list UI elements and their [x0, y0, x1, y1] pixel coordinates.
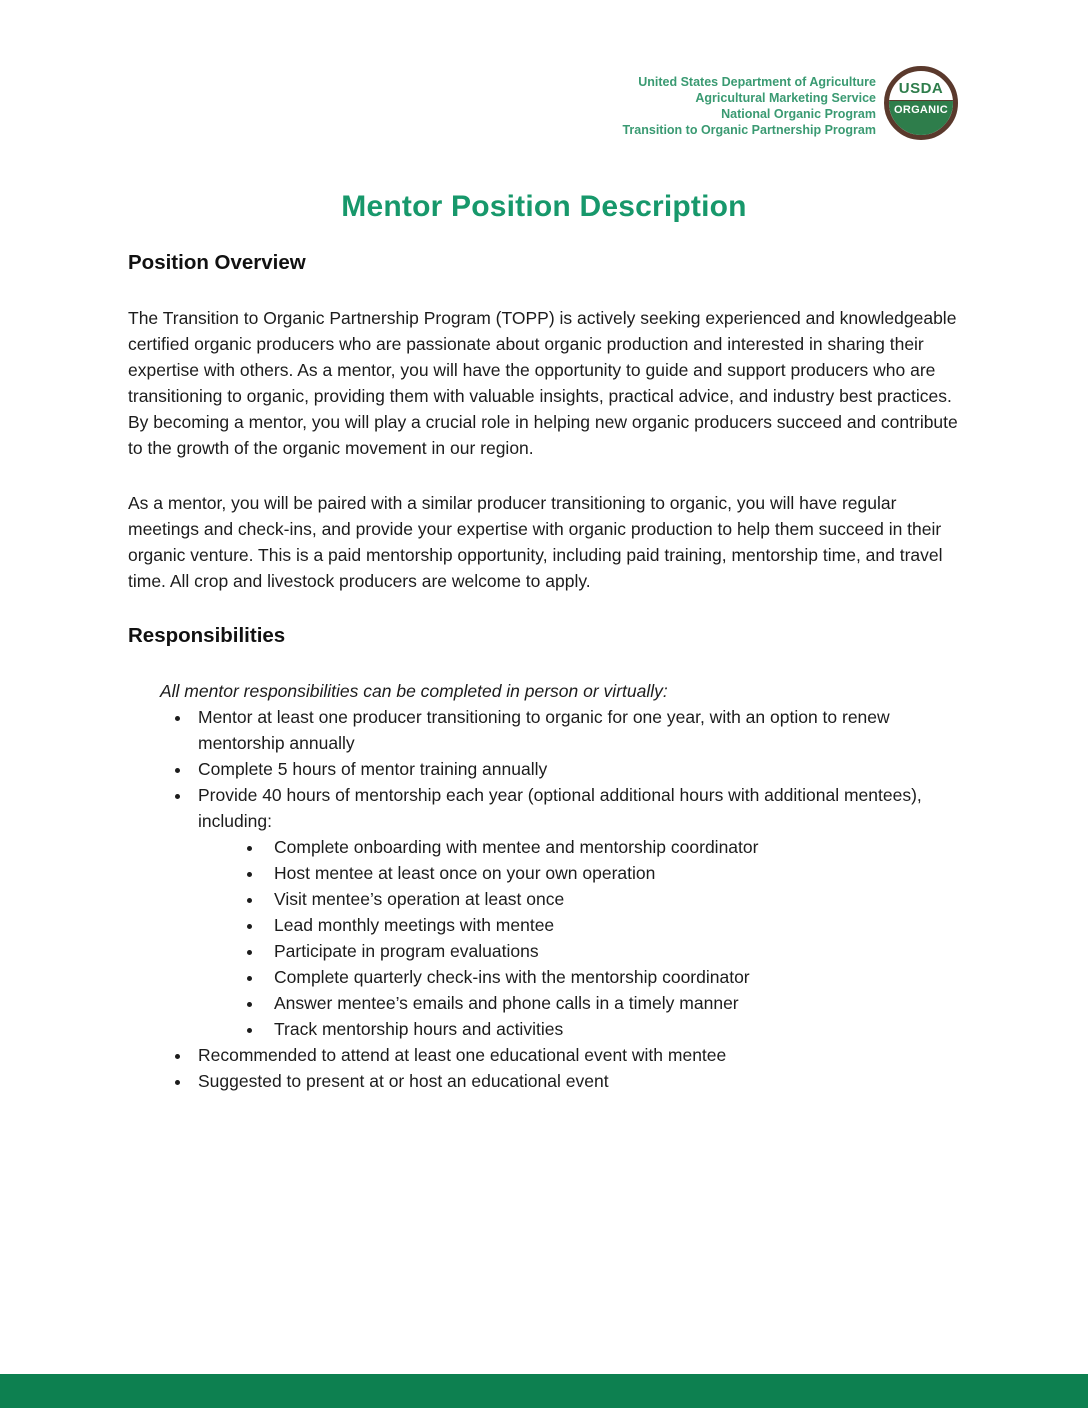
page-header — [622, 66, 958, 140]
bullet-item-text: Complete 5 hours of mentor training annually — [198, 759, 548, 779]
bullet-item-text: Suggested to present at or host an educational event — [198, 1071, 609, 1091]
sub-bullet-item — [264, 938, 961, 964]
sub-bullet-item-text: Complete quarterly check-ins with the mentorship coordinator — [274, 967, 750, 987]
bullet-item-text: Provide 40 hours of mentorship each year (optional additional hours with additional mentees), including: — [198, 785, 922, 831]
sub-bullet-item-text: Track mentorship hours and activities — [274, 1019, 564, 1039]
bullet-item — [192, 756, 961, 782]
sub-bullet-item-text: Visit mentee’s operation at least once — [274, 889, 565, 909]
usda-organic-seal-icon — [884, 66, 958, 140]
sub-bullet-item — [264, 964, 961, 990]
bullet-item — [192, 782, 961, 1042]
bullet-item — [192, 1042, 961, 1068]
sub-bullet-item — [264, 886, 961, 912]
section-heading-position-overview: Position Overview — [128, 251, 306, 274]
seal-usda-text: USDA — [898, 79, 944, 97]
bullet-item-text: Mentor at least one producer transitioning to organic for one year, with an option to renew mentorship annually — [198, 707, 890, 753]
agency-line: United States Department of Agriculture — [638, 75, 876, 89]
overview-paragraph-2: As a mentor, you will be paired with a similar producer transitioning to organic, you will have regular meetings and check-ins, and provide your expertise with organic production to help them succeed in their organic venture. This is a paid mentorship opportunity, including paid training, mentorship time, and travel time. All crop and livestock producers are welcome to apply. — [128, 493, 943, 591]
responsibilities-intro: All mentor responsibilities can be completed in person or virtually: — [160, 681, 668, 701]
document-title: Mentor Position Description — [341, 190, 747, 223]
sub-bullet-item — [264, 860, 961, 886]
sub-bullet-item-text: Lead monthly meetings with mentee — [274, 915, 555, 935]
bullet-item — [192, 1068, 961, 1094]
mentorship-sublist — [198, 834, 961, 1042]
sub-bullet-item-text: Host mentee at least once on your own operation — [274, 863, 656, 883]
agency-line: Agricultural Marketing Service — [695, 91, 876, 105]
responsibilities-list — [128, 704, 961, 1094]
sub-bullet-item — [264, 990, 961, 1016]
agency-line: Transition to Organic Partnership Program — [622, 123, 876, 137]
sub-bullet-item-text: Complete onboarding with mentee and mentorship coordinator — [274, 837, 759, 857]
overview-paragraph-1: The Transition to Organic Partnership Program (TOPP) is actively seeking experienced and knowledgeable certified organic producers who are passionate about organic production and interested in sharing their expertise with others. As a mentor, you will have the opportunity to guide and support producers who are transitioning to organic, providing them with valuable insights, practical advice, and industry best practices. By becoming a mentor, you will play a crucial role in helping new organic producers succeed and contribute to the growth of the organic movement in our region. — [128, 308, 958, 458]
bullet-item — [192, 704, 961, 756]
sub-bullet-item — [264, 834, 961, 860]
sub-bullet-item — [264, 1016, 961, 1042]
document-body — [128, 250, 961, 1094]
sub-bullet-item-text: Participate in program evaluations — [274, 941, 539, 961]
section-heading-responsibilities: Responsibilities — [128, 624, 286, 647]
seal-green-band — [889, 100, 953, 135]
sub-bullet-item-text: Answer mentee’s emails and phone calls in a timely manner — [274, 993, 739, 1013]
agency-line: National Organic Program — [721, 107, 876, 121]
footer-green-bar — [0, 1374, 1088, 1408]
seal-organic-text: ORGANIC — [893, 104, 949, 117]
agency-name-block — [622, 66, 876, 138]
sub-bullet-item — [264, 912, 961, 938]
bullet-item-text: Recommended to attend at least one educational event with mentee — [198, 1045, 727, 1065]
